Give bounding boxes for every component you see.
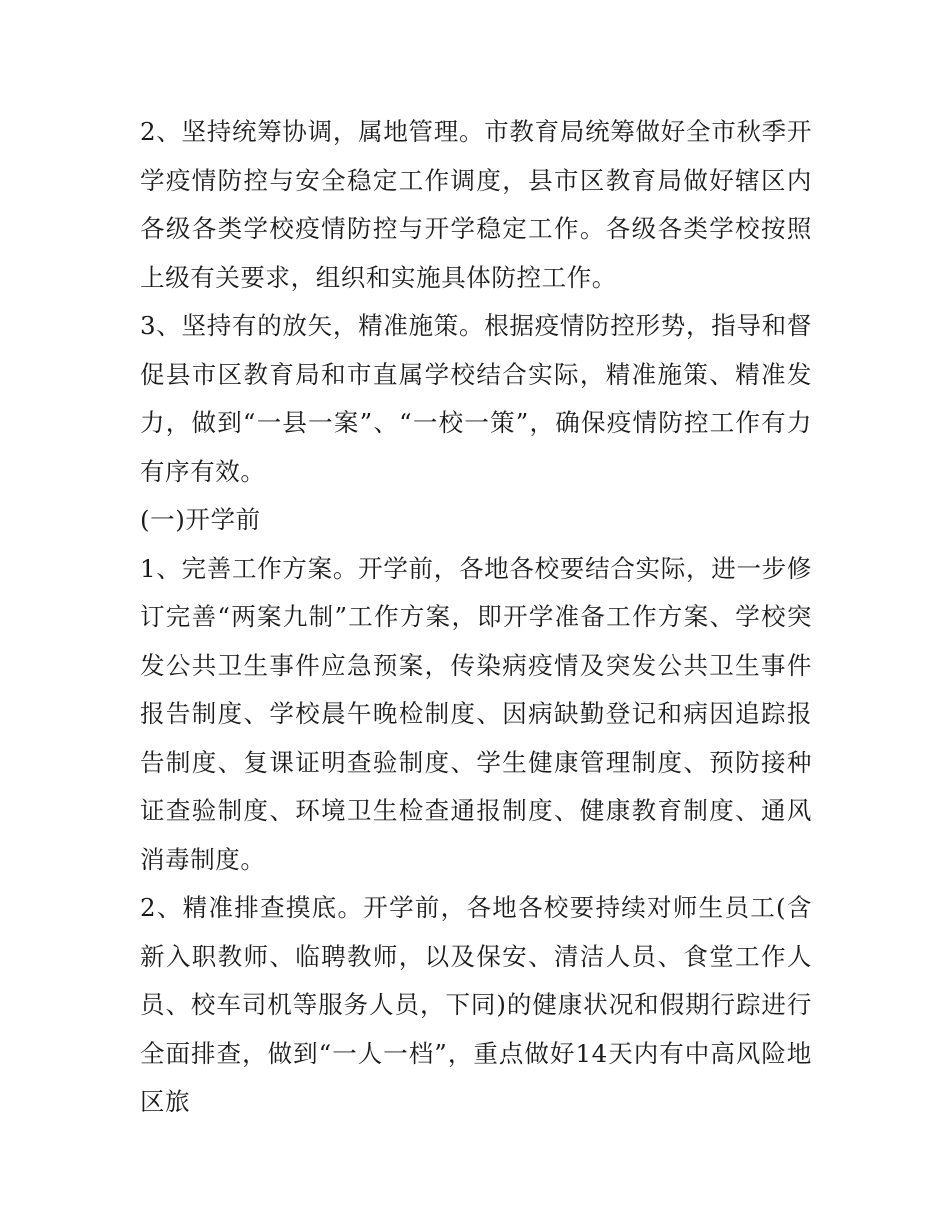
paragraph-item-2: 2、精准排查摸底。开学前，各地各校要持续对师生员工(含新入职教师、临聘教师，以及保安、清洁人员、食堂工作人员、校车司机等服务人员，下同)的健康状况和假期行踪进行全面排查，做到“一人一档”，重点做好14天内有中高风险地区旅 — [140, 893, 812, 1116]
paragraph-principle-3: 3、坚持有的放矢，精准施策。根据疫情防控形势，指导和督促县市区教育局和市直属学校结合实际，精准施策、精准发力，做到“一县一案”、“一校一策”，确保疫情防控工作有力有序有效。 — [140, 311, 812, 486]
section-heading-before-school: (一)开学前 — [140, 505, 261, 534]
document-body — [140, 108, 812, 1127]
paragraph-principle-2: 2、坚持统筹协调，属地管理。市教育局统筹做好全市秋季开学疫情防控与安全稳定工作调度，县市区教育局做好辖区内各级各类学校疫情防控与开学稳定工作。各级各类学校按照上级有关要求，组织和实施具体防控工作。 — [140, 117, 812, 292]
paragraph-item-1: 1、完善工作方案。开学前，各地各校要结合实际，进一步修订完善“两案九制”工作方案，即开学准备工作方案、学校突发公共卫生事件应急预案，传染病疫情及突发公共卫生事件报告制度、学校晨午晚检制度、因病缺勤登记和病因追踪报告制度、复课证明查验制度、学生健康管理制度、预防接种证查验制度、环境卫生检查通报制度、健康教育制度、通风消毒制度。 — [140, 553, 812, 874]
